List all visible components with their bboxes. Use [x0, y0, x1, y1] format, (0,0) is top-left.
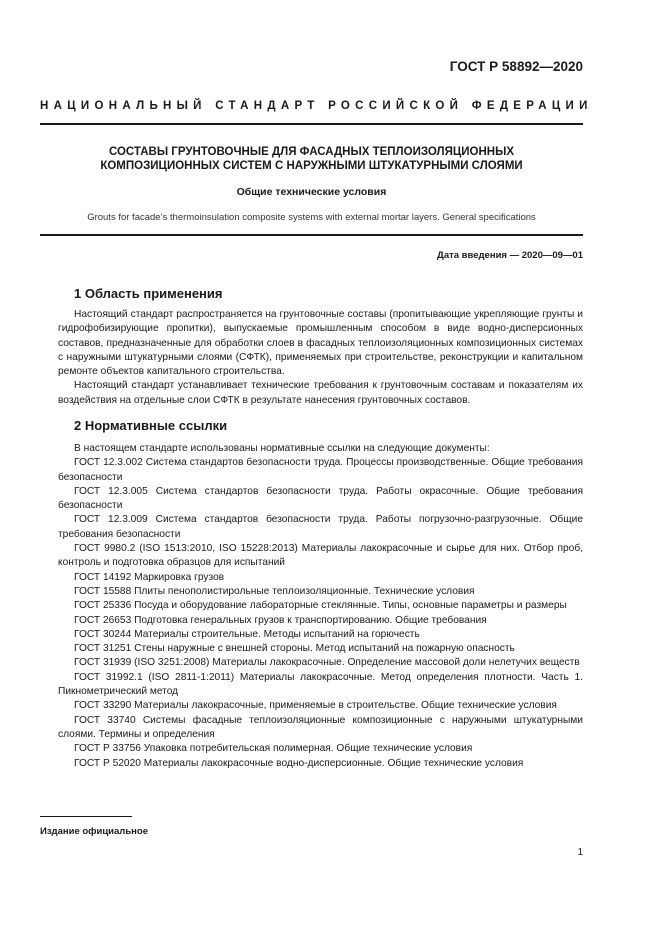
document-title	[60, 145, 563, 173]
national-standard-heading: НАЦИОНАЛЬНЫЙ СТАНДАРТ РОССИЙСКОЙ ФЕДЕРАЦИИ	[40, 100, 593, 112]
section-2-heading: 2 Нормативные ссылки	[74, 418, 228, 433]
document-subtitle: Общие технические условия	[236, 186, 387, 198]
official-edition-label: Издание официальное	[40, 826, 148, 837]
section-1-body	[58, 308, 583, 408]
reference-item: ГОСТ 31251 Стены наружные с внешней стороны. Метод испытаний на пожарную опасность	[74, 643, 515, 655]
section-1-heading: 1 Область применения	[74, 286, 223, 301]
reference-item: ГОСТ 30244 Материалы строительные. Методы испытаний на горючесть	[74, 628, 420, 640]
reference-item: ГОСТ 33740 Системы фасадные теплоизоляционные композиционные с наружными штукатурными слоями. Термины и определения	[58, 714, 583, 740]
normative-references-list	[58, 442, 583, 771]
reference-item: ГОСТ 31992.1 (ISO 2811-1:2011) Материалы лакокрасочные. Метод определения плотности. Часть 1. Пикнометрический метод	[58, 671, 583, 698]
footer-divider	[40, 816, 132, 817]
title-line-1: СОСТАВЫ ГРУНТОВОЧНЫЕ ДЛЯ ФАСАДНЫХ ТЕПЛОИЗОЛЯЦИОННЫХ	[108, 146, 515, 158]
page-number: 1	[577, 847, 583, 858]
bottom-divider	[40, 234, 583, 236]
reference-item: ГОСТ 12.3.002 Система стандартов безопасности труда. Процессы производственные. Общие требования безопасности	[58, 457, 583, 483]
reference-item: ГОСТ 26653 Подготовка генеральных грузов к транспортированию. Общие требования	[74, 614, 487, 626]
section-1-paragraph-1: Настоящий стандарт распространяется на грунтовочные составы (пропитывающие укрепляющие грунты и гидрофобизирующие пропитки), выпускаемые промышленным способом в виде водно-дисперсионных составов, предназначенные для обработки слоев в фасадных теплоизоляционных композиционных системах с наружными штукатурными слоями (СФТК), применяемых при строительстве, реконструкции и капитальном ремонте объектов капитального строительства.	[58, 309, 583, 378]
reference-item: ГОСТ 31939 (ISO 3251:2008) Материалы лакокрасочные. Определение массовой доли нелетучих веществ	[74, 657, 580, 669]
top-divider	[40, 123, 583, 125]
document-code: ГОСТ Р 58892—2020	[449, 59, 583, 74]
english-title: Grouts for facade’s thermoinsulation composite systems with external mortar layers. General specifications	[87, 212, 536, 223]
reference-item: ГОСТ 25336 Посуда и оборудование лабораторные стеклянные. Типы, основные параметры и размеры	[74, 600, 567, 612]
reference-item: ГОСТ 9980.2 (ISO 1513:2010, ISO 15228:2013) Материалы лакокрасочные и сырье для них. Отбор проб, контроль и подготовка образцов для испытаний	[58, 543, 583, 569]
reference-item: ГОСТ Р 52020 Материалы лакокрасочные водно-дисперсионные. Общие технические условия	[74, 757, 524, 769]
reference-item: ГОСТ Р 33756 Упаковка потребительская полимерная. Общие технические условия	[74, 743, 473, 755]
reference-item: ГОСТ 14192 Маркировка грузов	[74, 571, 225, 583]
reference-item: ГОСТ 15588 Плиты пенополистирольные теплоизоляционные. Технические условия	[74, 585, 475, 597]
references-intro: В настоящем стандарте использованы нормативные ссылки на следующие документы:	[74, 443, 490, 454]
title-line-2: КОМПОЗИЦИОННЫХ СИСТЕМ С НАРУЖНЫМИ ШТУКАТУРНЫМИ СЛОЯМИ	[100, 160, 523, 172]
reference-item: ГОСТ 33290 Материалы лакокрасочные, применяемые в строительстве. Общие технические условия	[74, 700, 557, 712]
reference-item: ГОСТ 12.3.009 Система стандартов безопасности труда. Работы погрузочно-разгрузочные. Общие требования безопасности	[58, 514, 583, 540]
introduction-date: Дата введения — 2020—09—01	[437, 250, 583, 261]
section-1-paragraph-2: Настоящий стандарт устанавливает технические требования к грунтовочным составам и показателям их воздействия на отдельные слои СФТК в результате нанесения грунтовочных составов.	[58, 380, 583, 406]
reference-item: ГОСТ 12.3.005 Система стандартов безопасности труда. Работы окрасочные. Общие требования безопасности	[58, 485, 583, 512]
